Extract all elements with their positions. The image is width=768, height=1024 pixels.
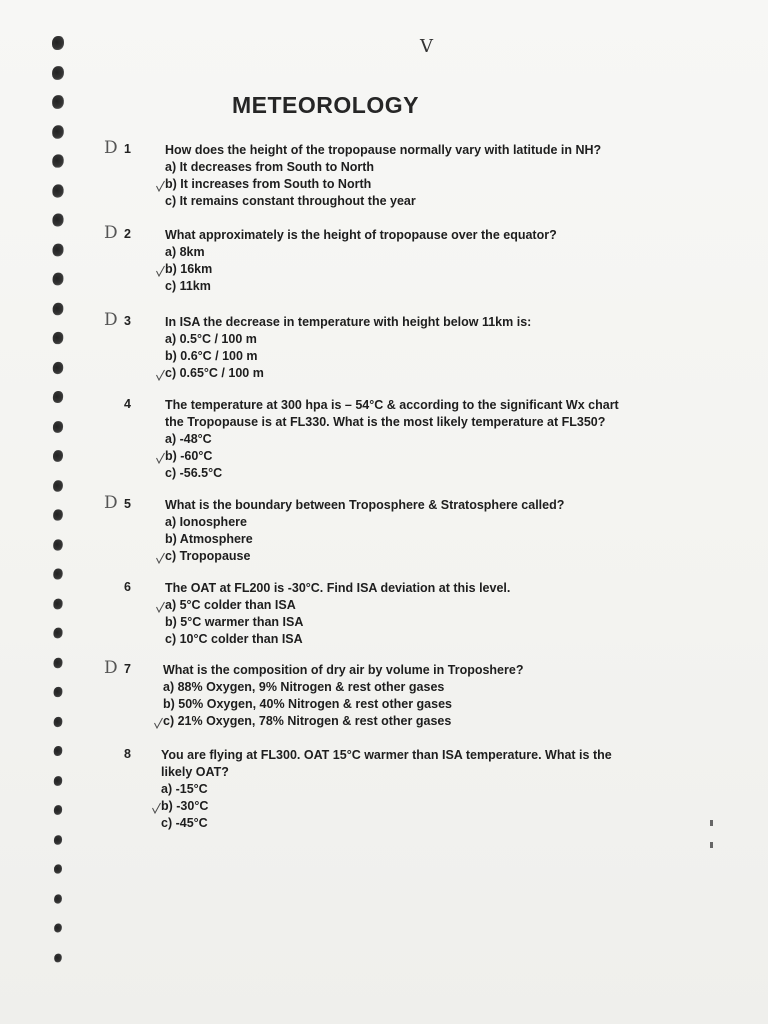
answer-option <box>165 548 253 565</box>
answer-option <box>165 597 303 614</box>
answer-option <box>163 679 452 696</box>
handwritten-d-mark: D <box>104 658 118 678</box>
handwritten-check-mark-icon <box>156 452 165 464</box>
binding-hole <box>54 746 63 756</box>
binding-hole <box>53 243 64 256</box>
answer-option-text: b) 50% Oxygen, 40% Nitrogen & rest other gases <box>163 697 452 711</box>
answer-option <box>165 261 212 278</box>
binding-hole <box>54 864 62 873</box>
answer-option <box>165 348 264 365</box>
answer-option-text: a) Ionosphere <box>165 515 247 529</box>
handwritten-d-mark: D <box>104 138 118 158</box>
answer-option <box>165 331 264 348</box>
binding-hole <box>53 509 63 520</box>
question-text: What is the composition of dry air by volume in Troposhere? <box>163 663 524 677</box>
question-text: In ISA the decrease in temperature with height below 11km is: <box>165 315 532 329</box>
binding-hole <box>52 125 64 138</box>
answer-option-text: a) -48°C <box>165 432 212 446</box>
binding-hole <box>53 421 63 433</box>
binding-hole <box>53 361 63 373</box>
answer-options <box>165 514 253 565</box>
answer-option-text: b) -30°C <box>161 799 209 813</box>
answer-option-text: b) 0.6°C / 100 m <box>165 349 258 363</box>
handwritten-check-mark-icon <box>156 180 165 192</box>
answer-option <box>165 614 303 631</box>
binding-holes <box>48 36 72 996</box>
answer-option-text: c) It remains constant throughout the year <box>165 194 416 208</box>
question-number: 6 <box>124 580 131 594</box>
answer-option-text: c) -45°C <box>161 816 208 830</box>
binding-hole <box>54 894 62 903</box>
answer-option <box>165 244 212 261</box>
answer-option-text: c) Tropopause <box>165 549 251 563</box>
question-text: What approximately is the height of tropopause over the equator? <box>165 228 557 242</box>
answer-option-text: a) 5°C colder than ISA <box>165 598 296 612</box>
binding-hole <box>54 776 62 786</box>
answer-options <box>165 331 264 382</box>
answer-options <box>165 244 212 295</box>
handwritten-check-mark-icon <box>156 369 165 381</box>
answer-option-text: a) -15°C <box>161 782 208 796</box>
answer-option-text: a) 8km <box>165 245 205 259</box>
answer-option <box>161 781 208 798</box>
handwritten-check-mark-icon <box>156 552 165 564</box>
binding-hole <box>54 805 62 815</box>
binding-hole <box>52 154 63 167</box>
page-title: METEOROLOGY <box>232 92 419 118</box>
answer-option-text: c) 11km <box>165 279 211 293</box>
question-text: The temperature at 300 hpa is – 54°C & according to the significant Wx chart the Tropopause is at FL330. What is the most likely temperature at FL350? <box>165 398 619 429</box>
binding-hole <box>53 539 63 550</box>
answer-option-text: a) It decreases from South to North <box>165 160 375 174</box>
question-text: You are flying at FL300. OAT 15°C warmer than ISA temperature. What is the likely OAT? <box>161 748 612 779</box>
question-number: 5 <box>124 497 131 511</box>
edge-speck <box>710 820 713 826</box>
handwritten-corner-mark: V <box>420 36 433 57</box>
answer-options <box>165 431 222 482</box>
answer-option-text: b) Atmosphere <box>165 532 253 546</box>
question-number: 8 <box>124 747 131 761</box>
question-number: 7 <box>124 662 131 676</box>
binding-hole <box>54 924 62 933</box>
question-number: 4 <box>124 397 131 411</box>
answer-options <box>161 781 208 832</box>
answer-option-text: a) 88% Oxygen, 9% Nitrogen & rest other gases <box>163 680 445 694</box>
handwritten-check-mark-icon <box>156 601 165 613</box>
binding-hole <box>53 450 63 462</box>
binding-hole <box>53 569 62 580</box>
handwritten-d-mark: D <box>104 223 118 243</box>
binding-hole <box>53 480 63 491</box>
binding-hole <box>54 716 63 726</box>
answer-option <box>165 448 222 465</box>
binding-hole <box>54 657 63 667</box>
handwritten-check-mark-icon <box>154 717 163 729</box>
answer-option <box>165 531 253 548</box>
answer-option <box>165 365 264 382</box>
answer-option <box>165 159 416 176</box>
binding-hole <box>53 628 62 639</box>
binding-hole <box>54 835 62 844</box>
binding-hole <box>53 302 64 314</box>
answer-option-text: b) 16km <box>165 262 213 276</box>
answer-option <box>163 696 452 713</box>
question-number: 2 <box>124 227 131 241</box>
binding-hole <box>53 273 64 286</box>
answer-option <box>165 465 222 482</box>
answer-option <box>165 631 303 648</box>
answer-options <box>163 679 452 730</box>
answer-option <box>161 798 208 815</box>
question-text: What is the boundary between Troposphere & Stratosphere called? <box>165 498 565 512</box>
binding-hole <box>52 184 63 197</box>
handwritten-check-mark-icon <box>156 265 165 277</box>
answer-option-text: c) 10°C colder than ISA <box>165 632 303 646</box>
answer-option <box>163 713 452 730</box>
answer-option-text: c) 0.65°C / 100 m <box>165 366 264 380</box>
question-text: How does the height of the tropopause normally vary with latitude in NH? <box>165 143 602 157</box>
binding-hole <box>52 66 64 80</box>
answer-options <box>165 159 416 210</box>
answer-option <box>161 815 208 832</box>
binding-hole <box>53 332 64 344</box>
handwritten-check-mark-icon <box>152 802 161 814</box>
answer-option-text: b) -60°C <box>165 449 213 463</box>
handwritten-d-mark: D <box>104 493 118 513</box>
binding-hole <box>53 598 62 609</box>
binding-hole <box>52 214 63 227</box>
binding-hole <box>52 95 64 109</box>
answer-option-text: c) 21% Oxygen, 78% Nitrogen & rest other gases <box>163 714 452 728</box>
handwritten-d-mark: D <box>104 310 118 330</box>
binding-hole <box>54 687 63 697</box>
answer-option-text: b) 5°C warmer than ISA <box>165 615 304 629</box>
answer-option <box>165 176 416 193</box>
answer-option-text: c) -56.5°C <box>165 466 223 480</box>
question-number: 1 <box>124 142 131 156</box>
binding-hole <box>53 391 63 403</box>
binding-hole <box>52 36 64 50</box>
question-number: 3 <box>124 314 131 328</box>
answer-option <box>165 431 222 448</box>
answer-option-text: a) 0.5°C / 100 m <box>165 332 257 346</box>
binding-hole <box>54 953 62 962</box>
edge-speck <box>710 842 713 848</box>
answer-option <box>165 193 416 210</box>
answer-options <box>165 597 303 648</box>
question-text: The OAT at FL200 is -30°C. Find ISA deviation at this level. <box>165 581 511 595</box>
answer-option <box>165 514 253 531</box>
answer-option-text: b) It increases from South to North <box>165 177 372 191</box>
answer-option <box>165 278 212 295</box>
